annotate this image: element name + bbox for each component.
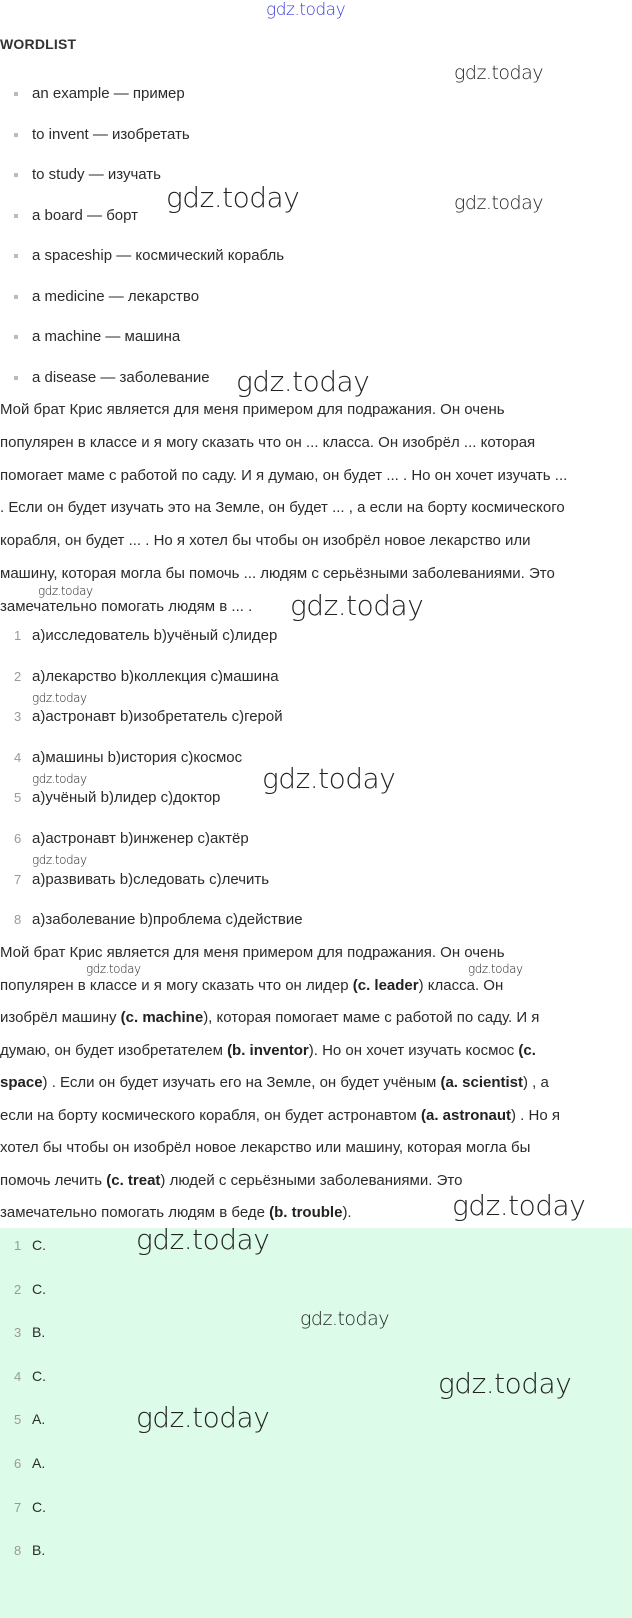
watermark: gdz.today <box>136 1223 270 1256</box>
text-line: замечательно помогать людям в ... . <box>0 597 253 615</box>
watermark: gdz.today <box>32 772 87 786</box>
watermark: gdz.today <box>454 192 543 214</box>
text-line: популярен в классе и я могу сказать что он ... класса. Он изобрёл ... которая <box>0 433 536 451</box>
text-segment: ) класса. Он <box>418 976 504 994</box>
option-item <box>14 788 220 808</box>
answer-value: B. <box>32 1324 46 1341</box>
watermark: gdz.today <box>300 1308 389 1330</box>
watermark: gdz.today <box>438 1367 572 1400</box>
wordlist-item <box>14 327 180 347</box>
text-line <box>0 1138 530 1158</box>
option-item <box>14 707 283 727</box>
bullet-icon <box>14 214 18 218</box>
text-line: машину, которая могла бы помочь ... людям с серьёзными заболеваниями. Это <box>0 565 555 582</box>
text-segment: ) людей с серьёзными заболеваниями. Это <box>160 1171 463 1189</box>
wordlist-item-text: a machine — машина <box>32 328 181 345</box>
wordlist-item <box>14 246 284 266</box>
text-line <box>0 1171 462 1191</box>
answer-value: C. <box>32 1280 46 1297</box>
text-line <box>0 1106 560 1126</box>
option-number: 5 <box>14 790 22 806</box>
watermark: gdz.today <box>136 1401 270 1434</box>
wordlist-item-text: an example — пример <box>32 85 185 102</box>
option-number: 3 <box>14 709 22 725</box>
bullet-icon <box>14 376 18 380</box>
watermark: gdz.today <box>236 365 370 398</box>
answer-value: A. <box>32 1455 46 1471</box>
option-text: a)лекарство b)коллекция c)машина <box>32 667 279 685</box>
watermark: gdz.today <box>266 0 346 20</box>
answer-item <box>14 1322 45 1343</box>
text-segment: Мой брат Крис является для меня примером для подражания. Он очень <box>0 944 505 961</box>
watermark: gdz.today <box>32 853 87 867</box>
watermark: gdz.today <box>290 589 424 622</box>
option-number: 1 <box>14 628 22 643</box>
wordlist-item-text: to invent — изобретать <box>32 125 190 143</box>
option-text: a)астронавт b)изобретатель c)герой <box>32 708 283 726</box>
answer-number: 8 <box>14 1543 22 1559</box>
option-text: a)исследователь b)учёный c)лидер <box>32 627 278 644</box>
bullet-icon <box>14 254 18 258</box>
text-line: помогает маме с работой по саду. И я думаю, он будет ... . Но он хочет изучать ... <box>0 466 568 484</box>
answer-highlight: (c. machine <box>120 1009 204 1026</box>
text-segment: хотел бы чтобы он изобрёл новое лекарство или машину, которая могла бы <box>0 1139 531 1156</box>
answer-value: A. <box>32 1411 46 1428</box>
answer-item <box>14 1235 46 1256</box>
text-line <box>0 1203 352 1223</box>
answer-highlight: space <box>0 1074 43 1091</box>
text-line <box>0 1073 549 1093</box>
bullet-icon <box>14 92 18 96</box>
wordlist-item <box>14 165 161 185</box>
option-text: a)астронавт b)инженер c)актёр <box>32 830 249 847</box>
answer-highlight: (c. leader <box>352 976 419 994</box>
text-segment: изобрёл машину <box>0 1009 121 1026</box>
answer-highlight: (a. scientist <box>440 1074 523 1091</box>
bullet-icon <box>14 173 18 177</box>
wordlist-item-text: a spaceship — космический корабль <box>32 247 285 264</box>
text-segment: ). <box>342 1204 352 1221</box>
answer-highlight: (c. treat <box>106 1171 161 1189</box>
watermark: gdz.today <box>166 181 300 214</box>
answer-item <box>14 1497 46 1518</box>
answers-panel <box>0 1223 632 1618</box>
text-line: . Если он будет изучать это на Земле, он будет ... , а если на борту космического <box>0 499 565 517</box>
option-item <box>14 626 277 646</box>
option-number: 2 <box>14 668 22 684</box>
text-line <box>0 1008 539 1028</box>
answer-value: C. <box>32 1237 46 1253</box>
answer-number: 2 <box>14 1281 22 1297</box>
answer-item <box>14 1366 46 1387</box>
answer-number: 3 <box>14 1325 22 1341</box>
option-number: 7 <box>14 871 22 887</box>
option-text: a)развивать b)следовать c)лечить <box>32 870 270 888</box>
wordlist-item <box>14 368 210 388</box>
watermark: gdz.today <box>468 962 523 976</box>
bullet-icon <box>14 133 18 137</box>
text-segment: ) . Но я <box>511 1106 560 1124</box>
text-line <box>0 976 503 996</box>
text-segment: ) . Если он будет изучать его на Земле, он будет учёным <box>42 1074 441 1091</box>
wordlist-heading: WORDLIST <box>0 36 77 52</box>
answer-highlight: (a. astronaut <box>421 1106 512 1124</box>
watermark: gdz.today <box>32 691 87 705</box>
watermark: gdz.today <box>262 762 396 795</box>
answer-highlight: (c. <box>518 1041 536 1059</box>
option-item <box>14 870 269 890</box>
watermark: gdz.today <box>86 962 141 976</box>
option-number: 4 <box>14 749 22 765</box>
answer-value: C. <box>32 1367 46 1384</box>
text-segment: популярен в классе и я могу сказать что он лидер <box>0 976 353 994</box>
text-segment: помочь лечить <box>0 1171 107 1189</box>
text-segment: ) , а <box>523 1074 549 1091</box>
wordlist-item-text: a board — борт <box>32 206 139 224</box>
answer-highlight: (b. inventor <box>227 1041 309 1059</box>
watermark: gdz.today <box>38 584 93 598</box>
option-text: a)учёный b)лидер c)доктор <box>32 789 221 807</box>
answer-item <box>14 1453 45 1474</box>
text-segment: замечательно помогать людям в беде <box>0 1204 270 1221</box>
bullet-icon <box>14 295 18 299</box>
answer-item <box>14 1409 45 1430</box>
wordlist-item-text: a disease — заболевание <box>32 368 210 386</box>
answer-number: 6 <box>14 1456 22 1471</box>
watermark: gdz.today <box>454 62 543 84</box>
text-segment: ), которая помогает маме с работой по саду. И я <box>203 1009 540 1026</box>
wordlist-item <box>14 84 185 104</box>
answer-number: 7 <box>14 1499 22 1515</box>
answer-item <box>14 1540 45 1561</box>
wordlist-item <box>14 206 138 226</box>
text-segment: ). Но он хочет изучать космос <box>308 1041 519 1059</box>
watermark: gdz.today <box>452 1189 586 1222</box>
option-number: 8 <box>14 912 22 928</box>
answer-number: 1 <box>14 1238 22 1253</box>
text-segment: если на борту космического корабля, он будет астронавтом <box>0 1106 421 1124</box>
answer-number: 5 <box>14 1412 22 1428</box>
text-segment: думаю, он будет изобретателем <box>0 1041 228 1059</box>
text-line <box>0 943 505 963</box>
answer-value: B. <box>32 1542 46 1559</box>
option-text: a)машины b)история c)космос <box>32 748 243 766</box>
option-item <box>14 667 279 687</box>
wordlist-item <box>14 125 190 145</box>
text-line: Мой брат Крис является для меня примером для подражания. Он очень <box>0 401 505 418</box>
text-line <box>0 1041 536 1061</box>
wordlist-item-text: a medicine — лекарство <box>32 287 200 305</box>
answer-highlight: (b. trouble <box>269 1204 343 1221</box>
option-item <box>14 910 303 930</box>
wordlist-item-text: to study — изучать <box>32 166 161 183</box>
option-item <box>14 748 242 768</box>
answer-item <box>14 1279 46 1300</box>
text-line: корабля, он будет ... . Но я хотел бы чтобы он изобрёл новое лекарство или <box>0 532 531 550</box>
option-text: a)заболевание b)проблема c)действие <box>32 911 303 929</box>
wordlist-item <box>14 287 199 307</box>
option-number: 6 <box>14 831 22 846</box>
answer-number: 4 <box>14 1368 22 1384</box>
option-item <box>14 829 249 849</box>
answer-value: C. <box>32 1498 46 1515</box>
bullet-icon <box>14 335 18 339</box>
